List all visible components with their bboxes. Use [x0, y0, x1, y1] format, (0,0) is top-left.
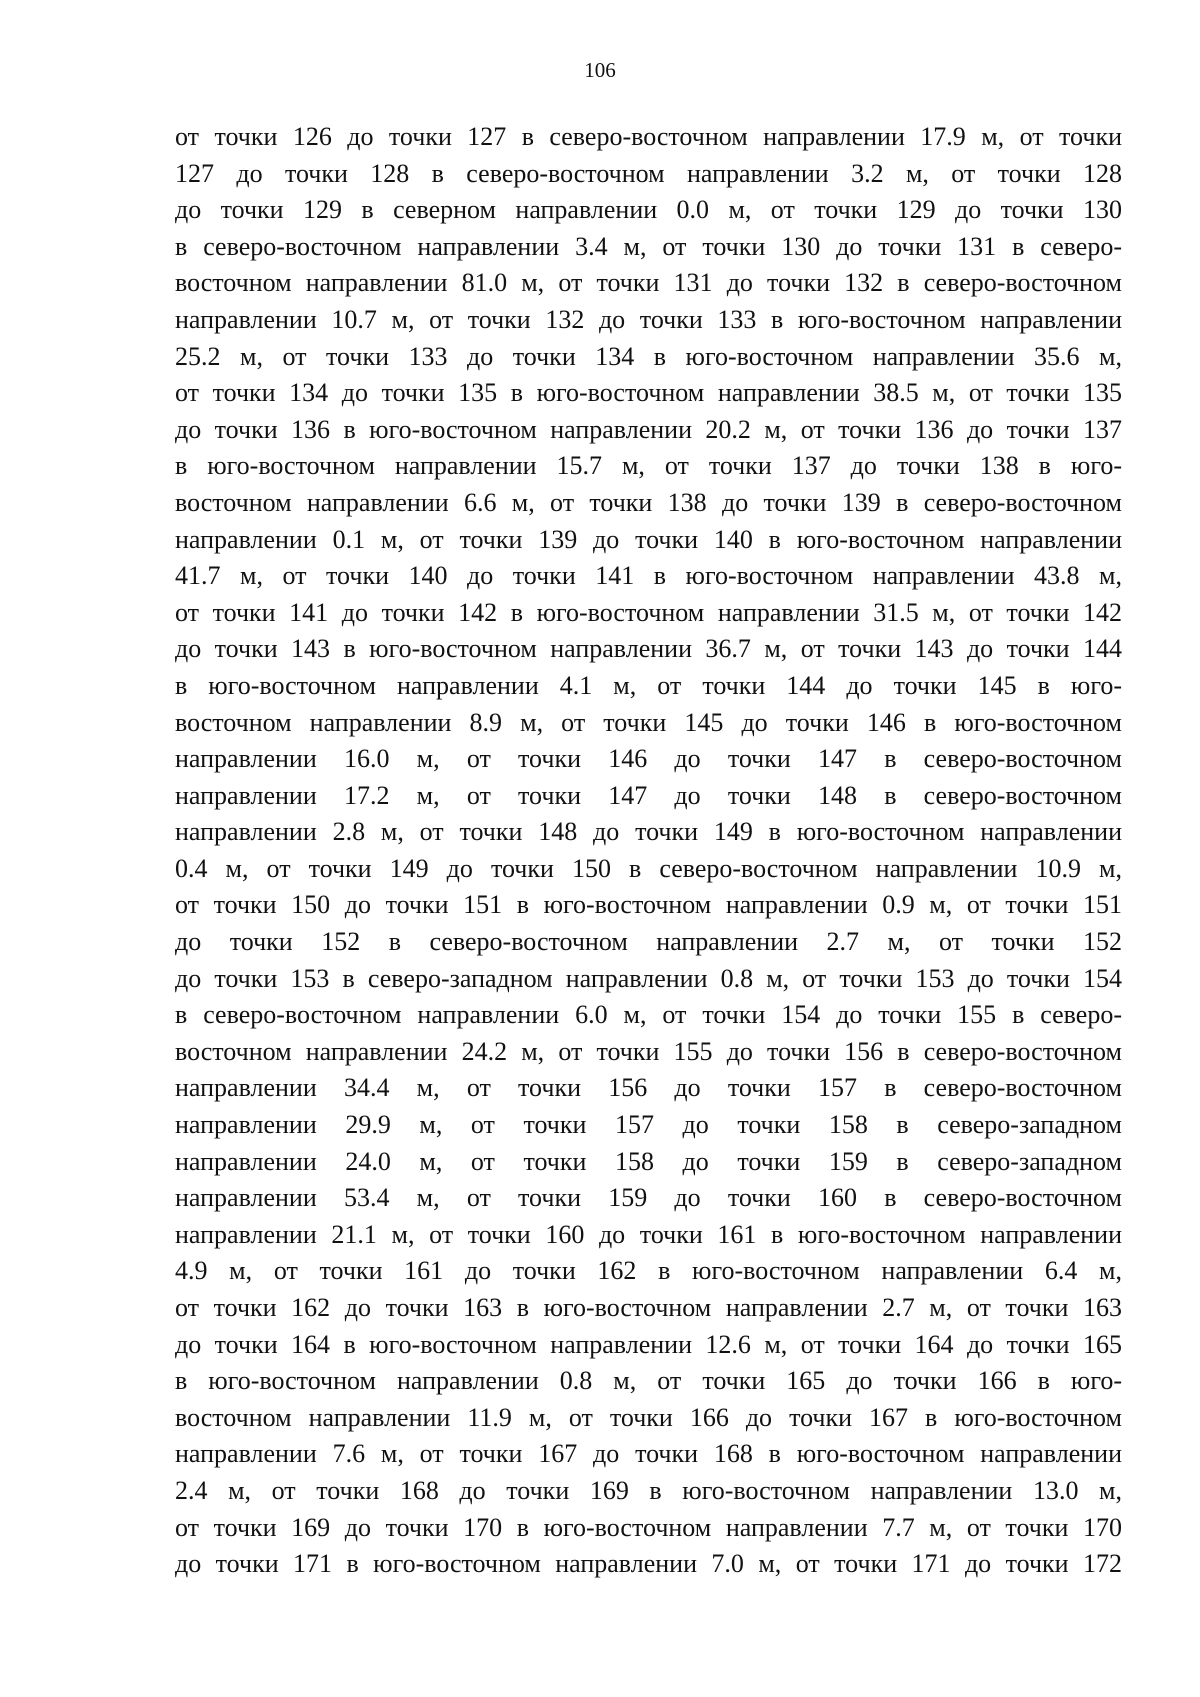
text-line: направлении 16.0 м, от точки 146 до точки 147 в северо-восточном: [175, 744, 1122, 774]
text-line: направлении 2.8 м, от точки 148 до точки 149 в юго-восточном направлении: [175, 817, 1122, 847]
text-line: в северо-восточном направлении 3.4 м, от точки 130 до точки 131 в северо-: [175, 231, 1122, 261]
text-line: 41.7 м, от точки 140 до точки 141 в юго-восточном направлении 43.8 м,: [175, 561, 1122, 591]
text-line: восточном направлении 6.6 м, от точки 138 до точки 139 в северо-восточном: [175, 487, 1122, 517]
text-line: от точки 126 до точки 127 в северо-восточном направлении 17.9 м, от точки: [175, 122, 1122, 151]
text-line: направлении 24.0 м, от точки 158 до точки 159 в северо-западном: [175, 1146, 1122, 1176]
body-paragraph: [175, 119, 1122, 1583]
text-line: от точки 150 до точки 151 в юго-восточном направлении 0.9 м, от точки 151: [175, 890, 1122, 920]
text-line: в юго-восточном направлении 4.1 м, от точки 144 до точки 145 в юго-: [175, 670, 1122, 700]
text-line: направлении 17.2 м, от точки 147 до точки 148 в северо-восточном: [175, 780, 1122, 810]
text-line: до точки 164 в юго-восточном направлении 12.6 м, от точки 164 до точки 165: [175, 1329, 1122, 1359]
text-line: до точки 171 в юго-восточном направлении 7.0 м, от точки 171 до точки 172: [175, 1549, 1122, 1579]
text-line: от точки 162 до точки 163 в юго-восточном направлении 2.7 м, от точки 163: [175, 1293, 1122, 1322]
text-line: до точки 129 в северном направлении 0.0 м, от точки 129 до точки 130: [175, 195, 1122, 225]
text-line: от точки 141 до точки 142 в юго-восточном направлении 31.5 м, от точки 142: [175, 597, 1122, 627]
text-line: от точки 169 до точки 170 в юго-восточном направлении 7.7 м, от точки 170: [175, 1512, 1122, 1542]
text-line: направлении 53.4 м, от точки 159 до точки 160 в северо-восточном: [175, 1183, 1122, 1213]
text-line: восточном направлении 11.9 м, от точки 166 до точки 167 в юго-восточном: [175, 1402, 1122, 1432]
text-line: в юго-восточном направлении 15.7 м, от точки 137 до точки 138 в юго-: [175, 451, 1122, 481]
text-line: в юго-восточном направлении 0.8 м, от точки 165 до точки 166 в юго-: [175, 1366, 1122, 1396]
text-line: направлении 29.9 м, от точки 157 до точки 158 в северо-западном: [175, 1110, 1122, 1140]
page-number: 106: [584, 58, 616, 82]
text-line: до точки 152 в северо-восточном направлении 2.7 м, от точки 152: [175, 927, 1122, 957]
text-line: в северо-восточном направлении 6.0 м, от точки 154 до точки 155 в северо-: [175, 1000, 1122, 1030]
text-line: 2.4 м, от точки 168 до точки 169 в юго-восточном направлении 13.0 м,: [175, 1475, 1122, 1505]
text-line: от точки 134 до точки 135 в юго-восточном направлении 38.5 м, от точки 135: [175, 378, 1122, 408]
text-line: восточном направлении 8.9 м, от точки 145 до точки 146 в юго-восточном: [175, 707, 1122, 737]
text-line: 4.9 м, от точки 161 до точки 162 в юго-восточном направлении 6.4 м,: [175, 1256, 1122, 1286]
text-line: направлении 7.6 м, от точки 167 до точки 168 в юго-восточном направлении: [175, 1439, 1122, 1469]
text-line: до точки 143 в юго-восточном направлении 36.7 м, от точки 143 до точки 144: [175, 634, 1122, 664]
text-line: восточном направлении 24.2 м, от точки 155 до точки 156 в северо-восточном: [175, 1036, 1122, 1066]
text-line: 25.2 м, от точки 133 до точки 134 в юго-восточном направлении 35.6 м,: [175, 341, 1122, 371]
text-line: до точки 136 в юго-восточном направлении 20.2 м, от точки 136 до точки 137: [175, 414, 1122, 444]
text-line: направлении 0.1 м, от точки 139 до точки 140 в юго-восточном направлении: [175, 524, 1122, 554]
text-line: 0.4 м, от точки 149 до точки 150 в северо-восточном направлении 10.9 м,: [175, 853, 1122, 883]
text-line: направлении 10.7 м, от точки 132 до точки 133 в юго-восточном направлении: [175, 304, 1122, 334]
text-line: восточном направлении 81.0 м, от точки 131 до точки 132 в северо-восточном: [175, 268, 1122, 298]
text-line: направлении 21.1 м, от точки 160 до точки 161 в юго-восточном направлении: [175, 1219, 1122, 1249]
text-line: направлении 34.4 м, от точки 156 до точки 157 в северо-восточном: [175, 1073, 1122, 1103]
text-line: 127 до точки 128 в северо-восточном направлении 3.2 м, от точки 128: [175, 158, 1122, 188]
text-line: до точки 153 в северо-западном направлении 0.8 м, от точки 153 до точки 154: [175, 963, 1122, 993]
